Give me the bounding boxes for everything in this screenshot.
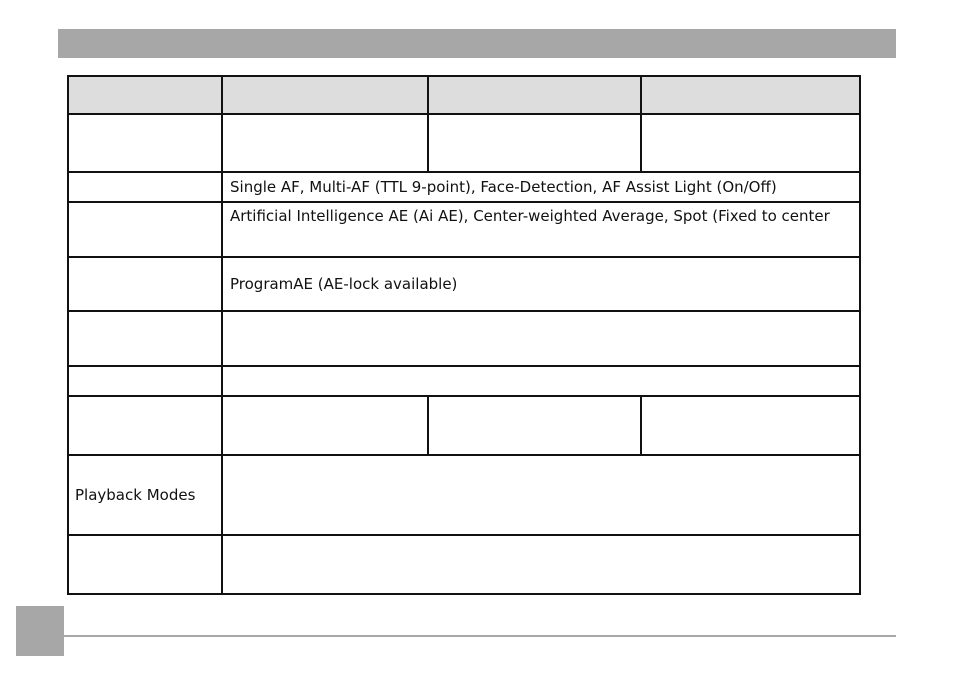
exposure-value-text: ProgramAE (AE-lock available) <box>230 275 458 293</box>
playback-label-cell <box>68 455 222 535</box>
value-cell <box>222 455 860 535</box>
row-label-cell <box>68 366 222 396</box>
page-number-tab <box>16 606 64 656</box>
table-header-row <box>68 76 860 114</box>
metering-value-cell <box>222 202 860 257</box>
focus-value-text: Single AF, Multi-AF (TTL 9-point), Face-Detection, AF Assist Light (On/Off) <box>230 178 777 196</box>
table-row <box>68 455 860 535</box>
row-label-cell <box>68 311 222 366</box>
header-cell <box>428 76 641 114</box>
row-label-cell <box>68 396 222 455</box>
value-cell <box>222 366 860 396</box>
row-label-cell <box>68 172 222 202</box>
header-cell <box>68 76 222 114</box>
value-cell <box>222 311 860 366</box>
focus-value-cell <box>222 172 860 202</box>
value-cell <box>428 396 641 455</box>
table-row <box>68 311 860 366</box>
value-cell <box>222 535 860 594</box>
table-row <box>68 202 860 257</box>
playback-label-text: Playback Modes <box>75 486 196 504</box>
row-label-cell <box>68 257 222 311</box>
value-cell <box>428 114 641 172</box>
table-row <box>68 172 860 202</box>
table-row <box>68 535 860 594</box>
table-row <box>68 396 860 455</box>
metering-value-text: Artificial Intelligence AE (Ai AE), Center-weighted Average, Spot (Fixed to center <box>230 207 830 225</box>
footer-rule <box>64 635 896 637</box>
value-cell <box>641 114 860 172</box>
row-label-cell <box>68 114 222 172</box>
table-row <box>68 257 860 311</box>
exposure-value-cell <box>222 257 860 311</box>
value-cell <box>222 114 428 172</box>
specifications-table <box>67 75 861 595</box>
value-cell <box>222 396 428 455</box>
table-row <box>68 366 860 396</box>
table-row <box>68 114 860 172</box>
row-label-cell <box>68 202 222 257</box>
header-band <box>58 29 896 58</box>
row-label-cell <box>68 535 222 594</box>
header-cell <box>222 76 428 114</box>
header-cell <box>641 76 860 114</box>
value-cell <box>641 396 860 455</box>
